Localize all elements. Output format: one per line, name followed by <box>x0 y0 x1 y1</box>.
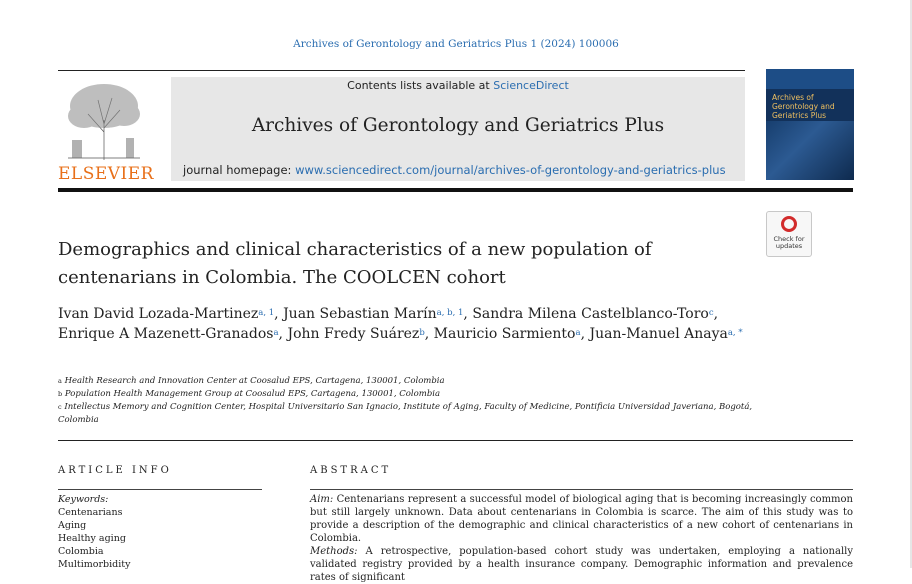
elsevier-tree-icon <box>58 80 150 162</box>
keyword-item: Aging <box>58 520 87 531</box>
author-separator: , <box>713 306 719 322</box>
homepage-line <box>183 163 743 177</box>
author-name[interactable]: John Fredy Suárez <box>287 326 420 342</box>
author-separator: , <box>274 306 284 322</box>
author-separator: , <box>580 326 590 342</box>
check-updates-icon <box>781 216 797 232</box>
contents-prefix: Contents lists available at <box>347 79 494 92</box>
header-divider <box>58 70 745 71</box>
keyword-item: Colombia <box>58 546 104 557</box>
journal-masthead <box>171 77 745 181</box>
affiliation-item <box>58 375 758 388</box>
affiliation-marker: c <box>58 403 62 411</box>
author-affiliation-marker[interactable]: a, 1 <box>258 308 275 318</box>
check-updates-label: Check for updates <box>773 235 805 250</box>
author-affiliation-marker[interactable]: b <box>419 328 425 338</box>
keywords-block <box>58 493 258 571</box>
keyword-item: Centenarians <box>58 507 123 518</box>
affiliation-list <box>58 375 758 427</box>
author-name[interactable]: Enrique A Mazenett-Granados <box>58 326 274 342</box>
affiliation-text: Intellectus Memory and Cognition Center, Hospital Universitario San Ignacio, Institute of Aging, Faculty of Medicine, Pontificia Universidad Javeriana, Bogotá, Colombia <box>58 402 753 425</box>
affiliation-marker: b <box>58 390 63 398</box>
abstract-heading: ABSTRACT <box>310 465 392 476</box>
author-name[interactable]: Mauricio Sarmiento <box>433 326 576 342</box>
sciencedirect-link[interactable]: ScienceDirect <box>493 79 569 92</box>
author-list <box>58 304 758 344</box>
abstract-rule <box>310 489 853 490</box>
check-for-updates-button[interactable] <box>766 211 812 257</box>
section-divider <box>58 440 853 441</box>
affiliation-marker: a <box>58 377 62 385</box>
abstract-aim <box>310 493 853 545</box>
affiliation-text: Health Research and Innovation Center at Coosalud EPS, Cartagena, 130001, Colombia <box>61 376 445 386</box>
affiliation-item <box>58 388 758 401</box>
aim-label: Aim: <box>310 494 334 505</box>
author-name[interactable]: Sandra Milena Castelblanco-Toro <box>472 306 709 322</box>
keyword-item: Healthy aging <box>58 533 126 544</box>
methods-label: Methods: <box>310 546 358 557</box>
article-title: Demographics and clinical characteristics of a new population of centenarians in Colombia. The COOLCEN cohort <box>58 239 652 288</box>
elsevier-wordmark: ELSEVIER <box>58 164 154 184</box>
keyword-item: Multimorbidity <box>58 559 131 570</box>
journal-cover[interactable] <box>766 69 854 180</box>
keywords-label: Keywords: <box>58 494 109 505</box>
contents-line <box>171 79 745 92</box>
methods-text: A retrospective, population-based cohort study was undertaken, employing a nationally validated registry provided by a health insurance company. Demographic information and prevalence rates of significant <box>310 546 853 583</box>
aim-text: Centenarians represent a successful model of biological aging that is becoming increasingly common but still largely unknown. Data about centenarians in Colombia is scarce. The aim of this study was to provide a description of the demographic and clinical characteristics of a new cohort of centenarians in Colombia. <box>310 494 853 544</box>
cover-image <box>766 121 854 180</box>
author-affiliation-marker[interactable]: a <box>575 328 581 338</box>
affiliation-item <box>58 401 758 427</box>
cover-band <box>766 69 854 89</box>
elsevier-logo[interactable] <box>58 80 154 184</box>
author-separator: , <box>424 326 434 342</box>
homepage-link[interactable]: www.sciencedirect.com/journal/archives-of-gerontology-and-geriatrics-plus <box>295 163 726 177</box>
author-name[interactable]: Ivan David Lozada-Martinez <box>58 306 259 322</box>
author-affiliation-marker[interactable]: a, * <box>727 328 743 338</box>
author-separator: , <box>278 326 288 342</box>
author-affiliation-marker[interactable]: a, b, 1 <box>436 308 464 318</box>
author-separator: , <box>463 306 473 322</box>
author-affiliation-marker[interactable]: c <box>708 308 714 318</box>
author-name[interactable]: Juan-Manuel Anaya <box>589 326 728 342</box>
affiliation-text: Population Health Management Group at Coosalud EPS, Cartagena, 130001, Colombia <box>62 389 441 399</box>
author-affiliation-marker[interactable]: a <box>273 328 279 338</box>
journal-title: Archives of Gerontology and Geriatrics Plus <box>251 115 665 136</box>
article-info-rule <box>58 489 262 490</box>
author-name[interactable]: Juan Sebastian Marín <box>283 306 437 322</box>
masthead-rule <box>58 188 853 192</box>
homepage-label: journal homepage: <box>183 163 296 177</box>
journal-citation[interactable]: Archives of Gerontology and Geriatrics Plus 1 (2024) 100006 <box>293 38 619 50</box>
article-info-heading: ARTICLE INFO <box>58 465 172 476</box>
abstract-body <box>310 493 853 584</box>
abstract-methods <box>310 545 853 584</box>
cover-title: Archives of Gerontology and Geriatrics Plus <box>772 93 835 120</box>
